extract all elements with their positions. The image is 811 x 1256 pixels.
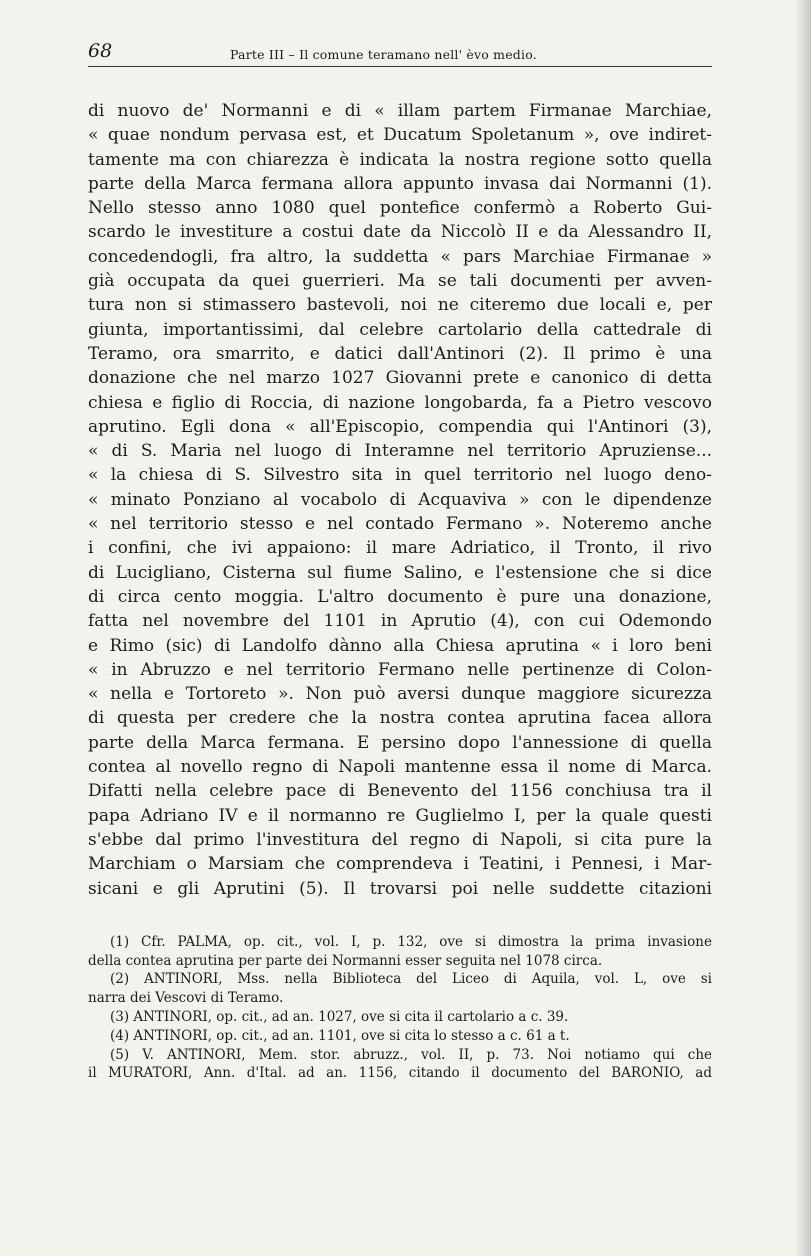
footnote-line: il MURATORI, Ann. d'Ital. ad an. 1156, citando il documento del BARONIO, ad xyxy=(88,1065,712,1082)
footnote-line: (3) ANTINORI, op. cit., ad an. 1027, ove si cita il cartolario a c. 39. xyxy=(110,1008,569,1025)
text-line: parte della Marca fermana allora appunto invasa dai Normanni (1). xyxy=(88,173,712,194)
text-line: parte della Marca fermana. E persino dopo l'annessione di quella xyxy=(88,732,712,753)
text-line: « di S. Maria nel luogo di Interamne nel territorio Apruziense... xyxy=(88,441,712,462)
text-line: concedendogli, fra altro, la suddetta « pars Marchiae Firmanae » xyxy=(88,246,712,267)
text-line: « in Abruzzo e nel territorio Fermano nelle pertinenze di Colon- xyxy=(88,659,712,680)
text-line: Marchiam o Marsiam che comprendeva i Teatini, i Pennesi, i Mar- xyxy=(88,854,712,875)
page-edge-shadow xyxy=(795,0,811,1256)
text-line: di circa cento moggia. L'altro documento è pure una donazione, xyxy=(88,586,712,607)
text-line: scardo le investiture a costui date da Niccolò II e da Alessandro II, xyxy=(88,222,712,243)
text-line: « nel territorio stesso e nel contado Fermano ». Noteremo anche xyxy=(88,514,712,535)
text-line: tamente ma con chiarezza è indicata la nostra regione sotto quella xyxy=(88,149,712,170)
text-line: chiesa e figlio di Roccia, di nazione longobarda, fa a Pietro vescovo xyxy=(88,392,712,413)
footnote-line: (1) Cfr. PALMA, op. cit., vol. I, p. 132, ove si dimostra la prima invasione xyxy=(110,933,712,950)
text-line: Teramo, ora smarrito, e datici dall'Antinori (2). Il primo è una xyxy=(88,343,712,364)
text-line: « quae nondum pervasa est, et Ducatum Spoletanum », ove indiret- xyxy=(88,125,712,146)
page-header xyxy=(88,40,712,67)
text-line: e Rimo (sic) di Landolfo dànno alla Chiesa aprutina « i loro beni xyxy=(88,635,712,656)
text-line: papa Adriano IV e il normanno re Guglielmo I, per la quale questi xyxy=(88,805,712,826)
text-line: di Lucigliano, Cisterna sul fiume Salino, e l'estensione che si dice xyxy=(88,562,712,583)
footnote-line: narra dei Vescovi di Teramo. xyxy=(88,990,284,1007)
text-line: « nella e Tortoreto ». Non può aversi dunque maggiore sicurezza xyxy=(88,684,712,705)
text-line: i confini, che ivi appaiono: il mare Adriatico, il Tronto, il rivo xyxy=(88,538,712,559)
text-line: giunta, importantissimi, dal celebre cartolario della cattedrale di xyxy=(88,319,712,340)
text-line: già occupata da quei guerrieri. Ma se tali documenti per avven- xyxy=(88,271,712,292)
footnote-line: (2) ANTINORI, Mss. nella Biblioteca del Liceo di Aquila, vol. L, ove si xyxy=(110,971,712,988)
text-line: « minato Ponziano al vocabolo di Acquaviva » con le dipendenze xyxy=(88,489,712,510)
footnote-line: (5) V. ANTINORI, Mem. stor. abruzz., vol. II, p. 73. Noi notiamo qui che xyxy=(110,1046,712,1063)
text-line: Nello stesso anno 1080 quel pontefice confermò a Roberto Gui- xyxy=(88,198,712,219)
body-text xyxy=(88,99,712,901)
text-line: s'ebbe dal primo l'investitura del regno di Napoli, si cita pure la xyxy=(88,829,712,850)
text-line: donazione che nel marzo 1027 Giovanni prete e canonico di detta xyxy=(88,368,712,389)
text-line: « la chiesa di S. Silvestro sita in quel territorio nel luogo deno- xyxy=(88,465,712,486)
text-line: di questa per credere che la nostra contea aprutina facea allora xyxy=(88,708,712,729)
text-line: Difatti nella celebre pace di Benevento del 1156 conchiusa tra il xyxy=(88,781,712,802)
book-page xyxy=(88,40,712,1083)
footnote-line: (4) ANTINORI, op. cit., ad an. 1101, ove si cita lo stesso a c. 61 a t. xyxy=(110,1027,570,1044)
text-line: di nuovo de' Normanni e di « illam partem Firmanae Marchiae, xyxy=(88,101,712,121)
footnote-line: della contea aprutina per parte dei Normanni esser seguita nel 1078 circa. xyxy=(88,952,603,969)
text-line: tura non si stimassero bastevoli, noi ne citeremo due locali e, per xyxy=(88,295,712,316)
text-line: aprutino. Egli dona « all'Episcopio, compendia qui l'Antinori (3), xyxy=(88,416,712,437)
text-line: fatta nel novembre del 1101 in Aprutio (4), con cui Odemondo xyxy=(88,611,712,632)
running-head: Parte III – Il comune teramano nell' èvo medio. xyxy=(230,47,537,62)
text-line: sicani e gli Aprutini (5). Il trovarsi poi nelle suddette citazioni xyxy=(88,878,712,899)
page-number: 68 xyxy=(88,40,113,62)
text-line: contea al novello regno di Napoli mantenne essa il nome di Marca. xyxy=(88,757,712,778)
footnotes xyxy=(88,933,712,1083)
